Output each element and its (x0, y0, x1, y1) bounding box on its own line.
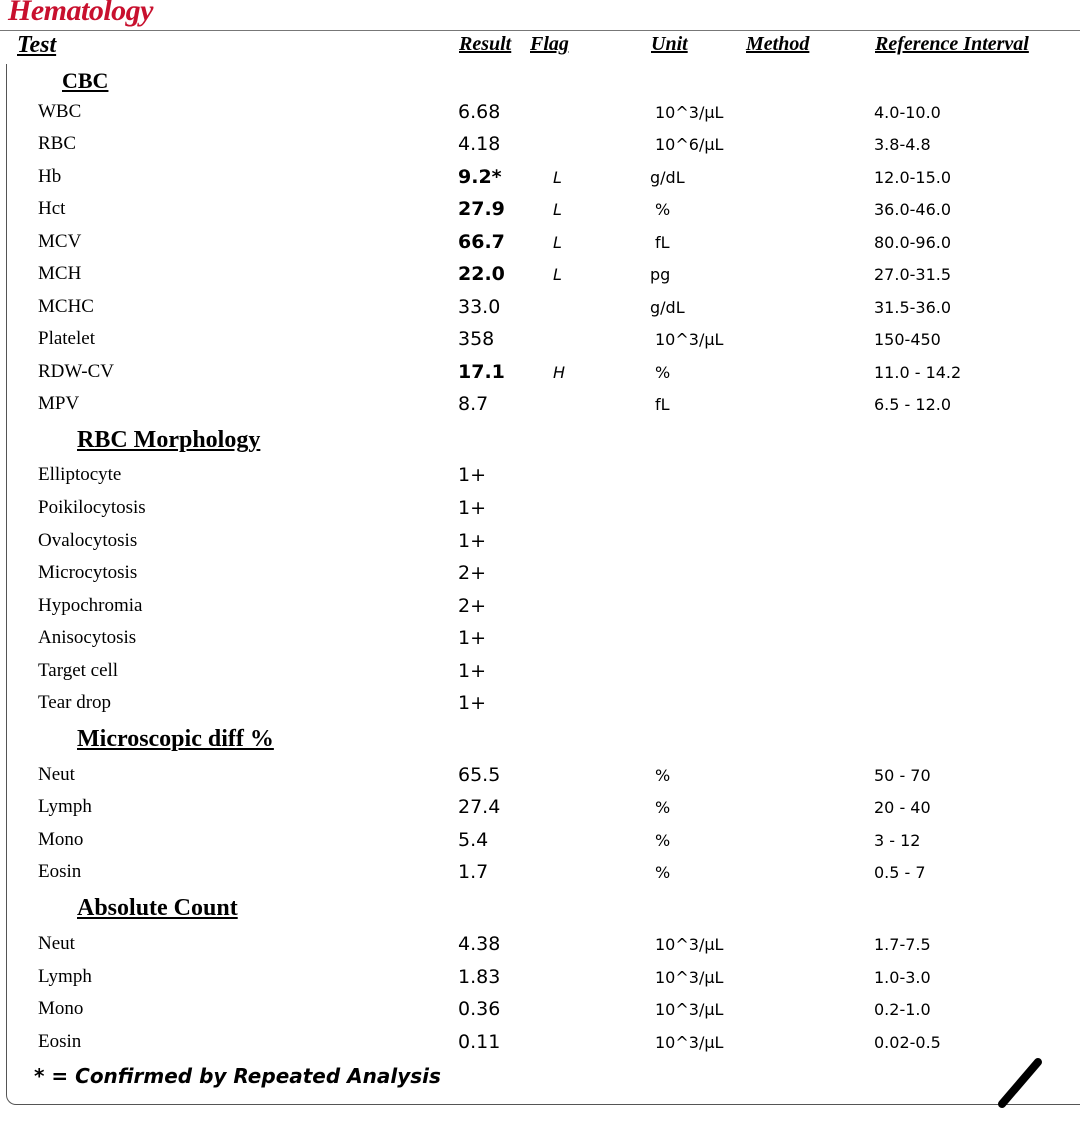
result-value: 1+ (458, 530, 487, 552)
reference-interval: 0.2-1.0 (874, 1000, 931, 1019)
reference-interval: 0.02-0.5 (874, 1033, 941, 1052)
result-row-mch (0, 263, 1080, 295)
result-row-mpv (0, 393, 1080, 425)
unit-value: 10^3/µL (655, 1000, 724, 1019)
reference-interval: 20 - 40 (874, 798, 931, 817)
morphology-row-tear-drop (0, 692, 1080, 724)
result-value: 1+ (458, 464, 487, 486)
result-value: 27.4 (458, 796, 501, 818)
morphology-row-anisocytosis (0, 627, 1080, 659)
test-name: MPV (38, 393, 80, 414)
test-name: Hct (38, 198, 66, 219)
reference-interval: 1.7-7.5 (874, 935, 931, 954)
unit-value: 10^3/µL (655, 103, 724, 122)
reference-interval: 80.0-96.0 (874, 233, 952, 252)
morphology-row-microcytosis (0, 562, 1080, 594)
section-title-cbc: CBC (62, 68, 109, 93)
unit-value: % (655, 200, 671, 219)
unit-value: 10^3/µL (655, 968, 724, 987)
result-value: 66.7 (458, 231, 505, 253)
result-row-mcv (0, 231, 1080, 263)
reference-interval: 6.5 - 12.0 (874, 395, 952, 414)
absolute-row-mono (0, 998, 1080, 1030)
morphology-row-hypochromia (0, 595, 1080, 627)
result-value: 1+ (458, 497, 487, 519)
reference-interval: 11.0 - 14.2 (874, 363, 962, 382)
absolute-row-neut (0, 933, 1080, 965)
result-value: 5.4 (458, 829, 489, 851)
absolute-row-eosin (0, 1031, 1080, 1063)
test-name: Mono (38, 998, 84, 1019)
unit-value: 10^3/µL (655, 330, 724, 349)
footnote: * = Confirmed by Repeated Analysis (34, 1064, 441, 1088)
unit-value: fL (655, 233, 670, 252)
result-value: 4.38 (458, 933, 501, 955)
header-flag: Flag (530, 33, 569, 55)
section-title-absolute-count: Absolute Count (77, 895, 238, 921)
diff-row-lymph (0, 796, 1080, 828)
result-row-wbc (0, 101, 1080, 133)
test-name: Platelet (38, 328, 95, 349)
diff-row-neut (0, 764, 1080, 796)
test-name: Tear drop (38, 692, 112, 713)
section-title-microscopic-diff: Microscopic diff % (77, 726, 274, 752)
flag-high: H (553, 363, 566, 382)
reference-interval: 3 - 12 (874, 831, 921, 850)
result-value: 9.2* (458, 166, 502, 188)
morphology-row-target-cell (0, 660, 1080, 692)
result-value: 6.68 (458, 101, 501, 123)
result-row-rbc (0, 133, 1080, 165)
test-name: Microcytosis (38, 562, 138, 583)
result-value: 17.1 (458, 361, 505, 383)
header-result: Result (459, 33, 512, 55)
test-name: RDW-CV (38, 361, 114, 382)
absolute-row-lymph (0, 966, 1080, 998)
test-name: Poikilocytosis (38, 497, 146, 518)
result-value: 0.36 (458, 998, 501, 1020)
unit-value: 10^3/µL (655, 935, 724, 954)
result-value: 2+ (458, 595, 487, 617)
reference-interval: 27.0-31.5 (874, 265, 952, 284)
reference-interval: 31.5-36.0 (874, 298, 952, 317)
test-name: Mono (38, 829, 84, 850)
report-title: Hematology (8, 0, 153, 27)
reference-interval: 36.0-46.0 (874, 200, 952, 219)
reference-interval: 1.0-3.0 (874, 968, 931, 987)
flag-low: L (553, 200, 562, 219)
morphology-row-poikilocytosis (0, 497, 1080, 529)
unit-value: pg (650, 265, 671, 284)
result-value: 1.83 (458, 966, 501, 988)
pen-stroke-icon (990, 1052, 1050, 1112)
test-name: MCH (38, 263, 82, 284)
morphology-row-ovalocytosis (0, 530, 1080, 562)
result-value: 33.0 (458, 296, 501, 318)
reference-interval: 150-450 (874, 330, 941, 349)
test-name: Hypochromia (38, 595, 143, 616)
test-name: Lymph (38, 796, 92, 817)
reference-interval: 4.0-10.0 (874, 103, 941, 122)
flag-low: L (553, 168, 562, 187)
result-value: 4.18 (458, 133, 501, 155)
unit-value: g/dL (650, 168, 685, 187)
header-reference-interval: Reference Interval (875, 33, 1029, 55)
test-name: Anisocytosis (38, 627, 137, 648)
result-value: 65.5 (458, 764, 501, 786)
reference-interval: 3.8-4.8 (874, 135, 931, 154)
result-value: 8.7 (458, 393, 489, 415)
flag-low: L (553, 265, 562, 284)
diff-row-eosin (0, 861, 1080, 893)
result-row-platelet (0, 328, 1080, 360)
test-name: Lymph (38, 966, 92, 987)
test-name: RBC (38, 133, 77, 154)
section-title-rbc-morphology: RBC Morphology (77, 427, 261, 453)
unit-value: % (655, 798, 671, 817)
flag-low: L (553, 233, 562, 252)
test-name: Ovalocytosis (38, 530, 138, 551)
header-unit: Unit (651, 33, 688, 55)
unit-value: % (655, 831, 671, 850)
result-value: 1+ (458, 627, 487, 649)
test-name: Eosin (38, 1031, 82, 1052)
result-value: 27.9 (458, 198, 505, 220)
result-value: 0.11 (458, 1031, 501, 1053)
morphology-row-elliptocyte (0, 464, 1080, 496)
unit-value: 10^6/µL (655, 135, 724, 154)
result-value: 1.7 (458, 861, 489, 883)
reference-interval: 12.0-15.0 (874, 168, 952, 187)
test-name: Elliptocyte (38, 464, 122, 485)
result-value: 358 (458, 328, 495, 350)
result-row-mchc (0, 296, 1080, 328)
test-name: WBC (38, 101, 82, 122)
unit-value: fL (655, 395, 670, 414)
result-value: 2+ (458, 562, 487, 584)
result-row-rdw-cv (0, 361, 1080, 393)
header-test: Test (17, 32, 57, 58)
result-value: 1+ (458, 692, 487, 714)
reference-interval: 50 - 70 (874, 766, 931, 785)
result-row-hb (0, 166, 1080, 198)
test-name: Target cell (38, 660, 119, 681)
unit-value: % (655, 863, 671, 882)
reference-interval: 0.5 - 7 (874, 863, 926, 882)
result-value: 1+ (458, 660, 487, 682)
title-divider (0, 30, 1080, 31)
test-name: Eosin (38, 861, 82, 882)
test-name: Neut (38, 933, 75, 954)
test-name: Hb (38, 166, 62, 187)
header-method: Method (746, 33, 810, 55)
test-name: MCV (38, 231, 82, 252)
test-name: MCHC (38, 296, 94, 317)
result-row-hct (0, 198, 1080, 230)
unit-value: g/dL (650, 298, 685, 317)
result-value: 22.0 (458, 263, 505, 285)
unit-value: % (655, 363, 671, 382)
unit-value: 10^3/µL (655, 1033, 724, 1052)
test-name: Neut (38, 764, 75, 785)
unit-value: % (655, 766, 671, 785)
diff-row-mono (0, 829, 1080, 861)
